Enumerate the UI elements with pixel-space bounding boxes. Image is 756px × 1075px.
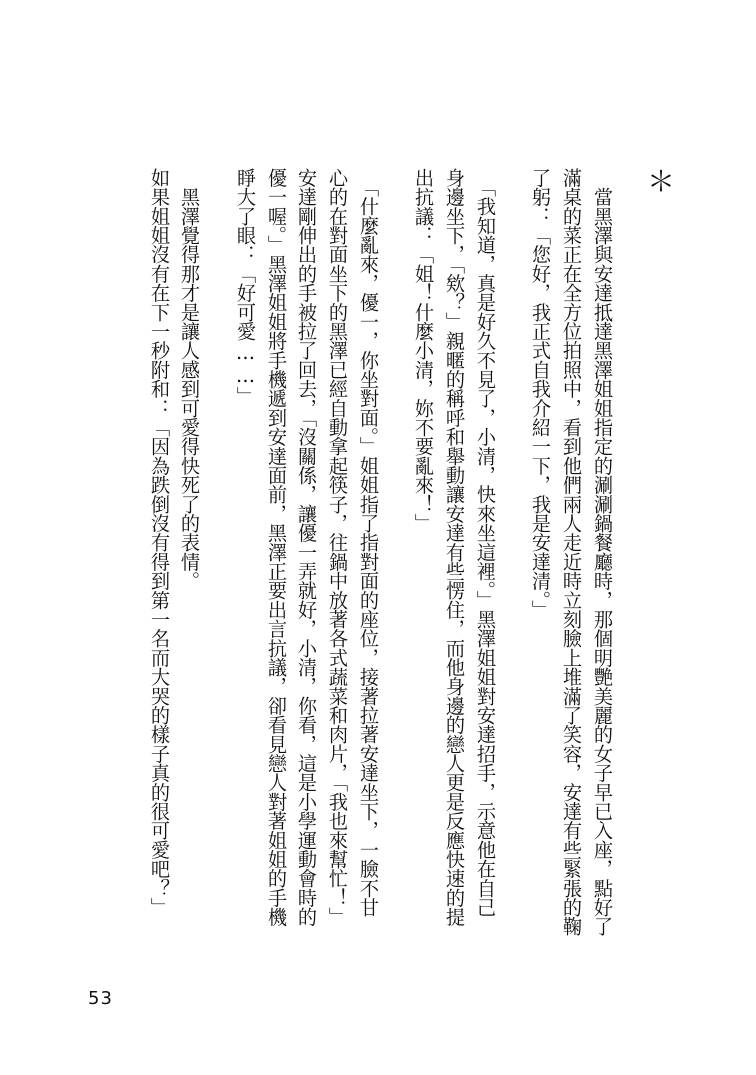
section-break-marker: ＊: [647, 165, 676, 198]
text-column-12: 黑澤覺得那才是讓人感到可愛得快死了的表情。: [178, 168, 201, 591]
text-column-8: 心的在對面坐下的黑澤已經自動拿起筷子，往鍋中放著各式蔬菜和肉片，「我也來幫忙！」: [326, 168, 349, 927]
text-column-4: 「我知道，真是好久不見了，小清，快來坐這裡。」黑澤姐姐對安達招手，示意他在自己: [474, 168, 497, 917]
text-column-5: 身邊坐下，「欸？」親暱的稱呼和舉動讓安達有些愣住，而他身邊的戀人更是反應快速的提: [443, 168, 466, 927]
text-column-7: 「什麼亂來，優一，你坐對面。」姐姐指了指對面的座位，接著拉著安達坐下，一臉不甘: [357, 168, 380, 917]
text-column-1: 當黑澤與安達抵達黑澤姐姐指定的涮涮鍋餐廳時，那個明艷美麗的女子早已入座，點好了: [591, 168, 614, 936]
text-column-6: 出抗議：「姐！什麼小清，妳不要亂來！」: [412, 168, 435, 533]
text-column-3: 了躬：「您好，我正式自我介紹一下，我是安達清。」: [529, 168, 552, 620]
text-column-13: 如果姐姐沒有在下一秒附和：「因為跌倒沒有得到第一名而大哭的樣子真的很可愛吧？」: [148, 168, 171, 917]
text-column-10: 優一喔。」黑澤姐姐將手機遞到安達面前，黑澤正要出言抗議，卻看見戀人對著姐姐的手機: [265, 168, 288, 927]
page-number: 53: [88, 988, 113, 1009]
text-column-9: 安達剛伸出的手被拉了回去，「沒關係，讓優一弄就好，小清，你看，這是小學運動會時的: [295, 168, 318, 927]
text-column-11: 睜大了眼：「好可愛……」: [234, 168, 257, 406]
text-column-2: 滿桌的菜正在全方位拍照中，看到他們兩人走近時立刻臉上堆滿了笑容，安達有些緊張的鞠: [560, 168, 583, 936]
